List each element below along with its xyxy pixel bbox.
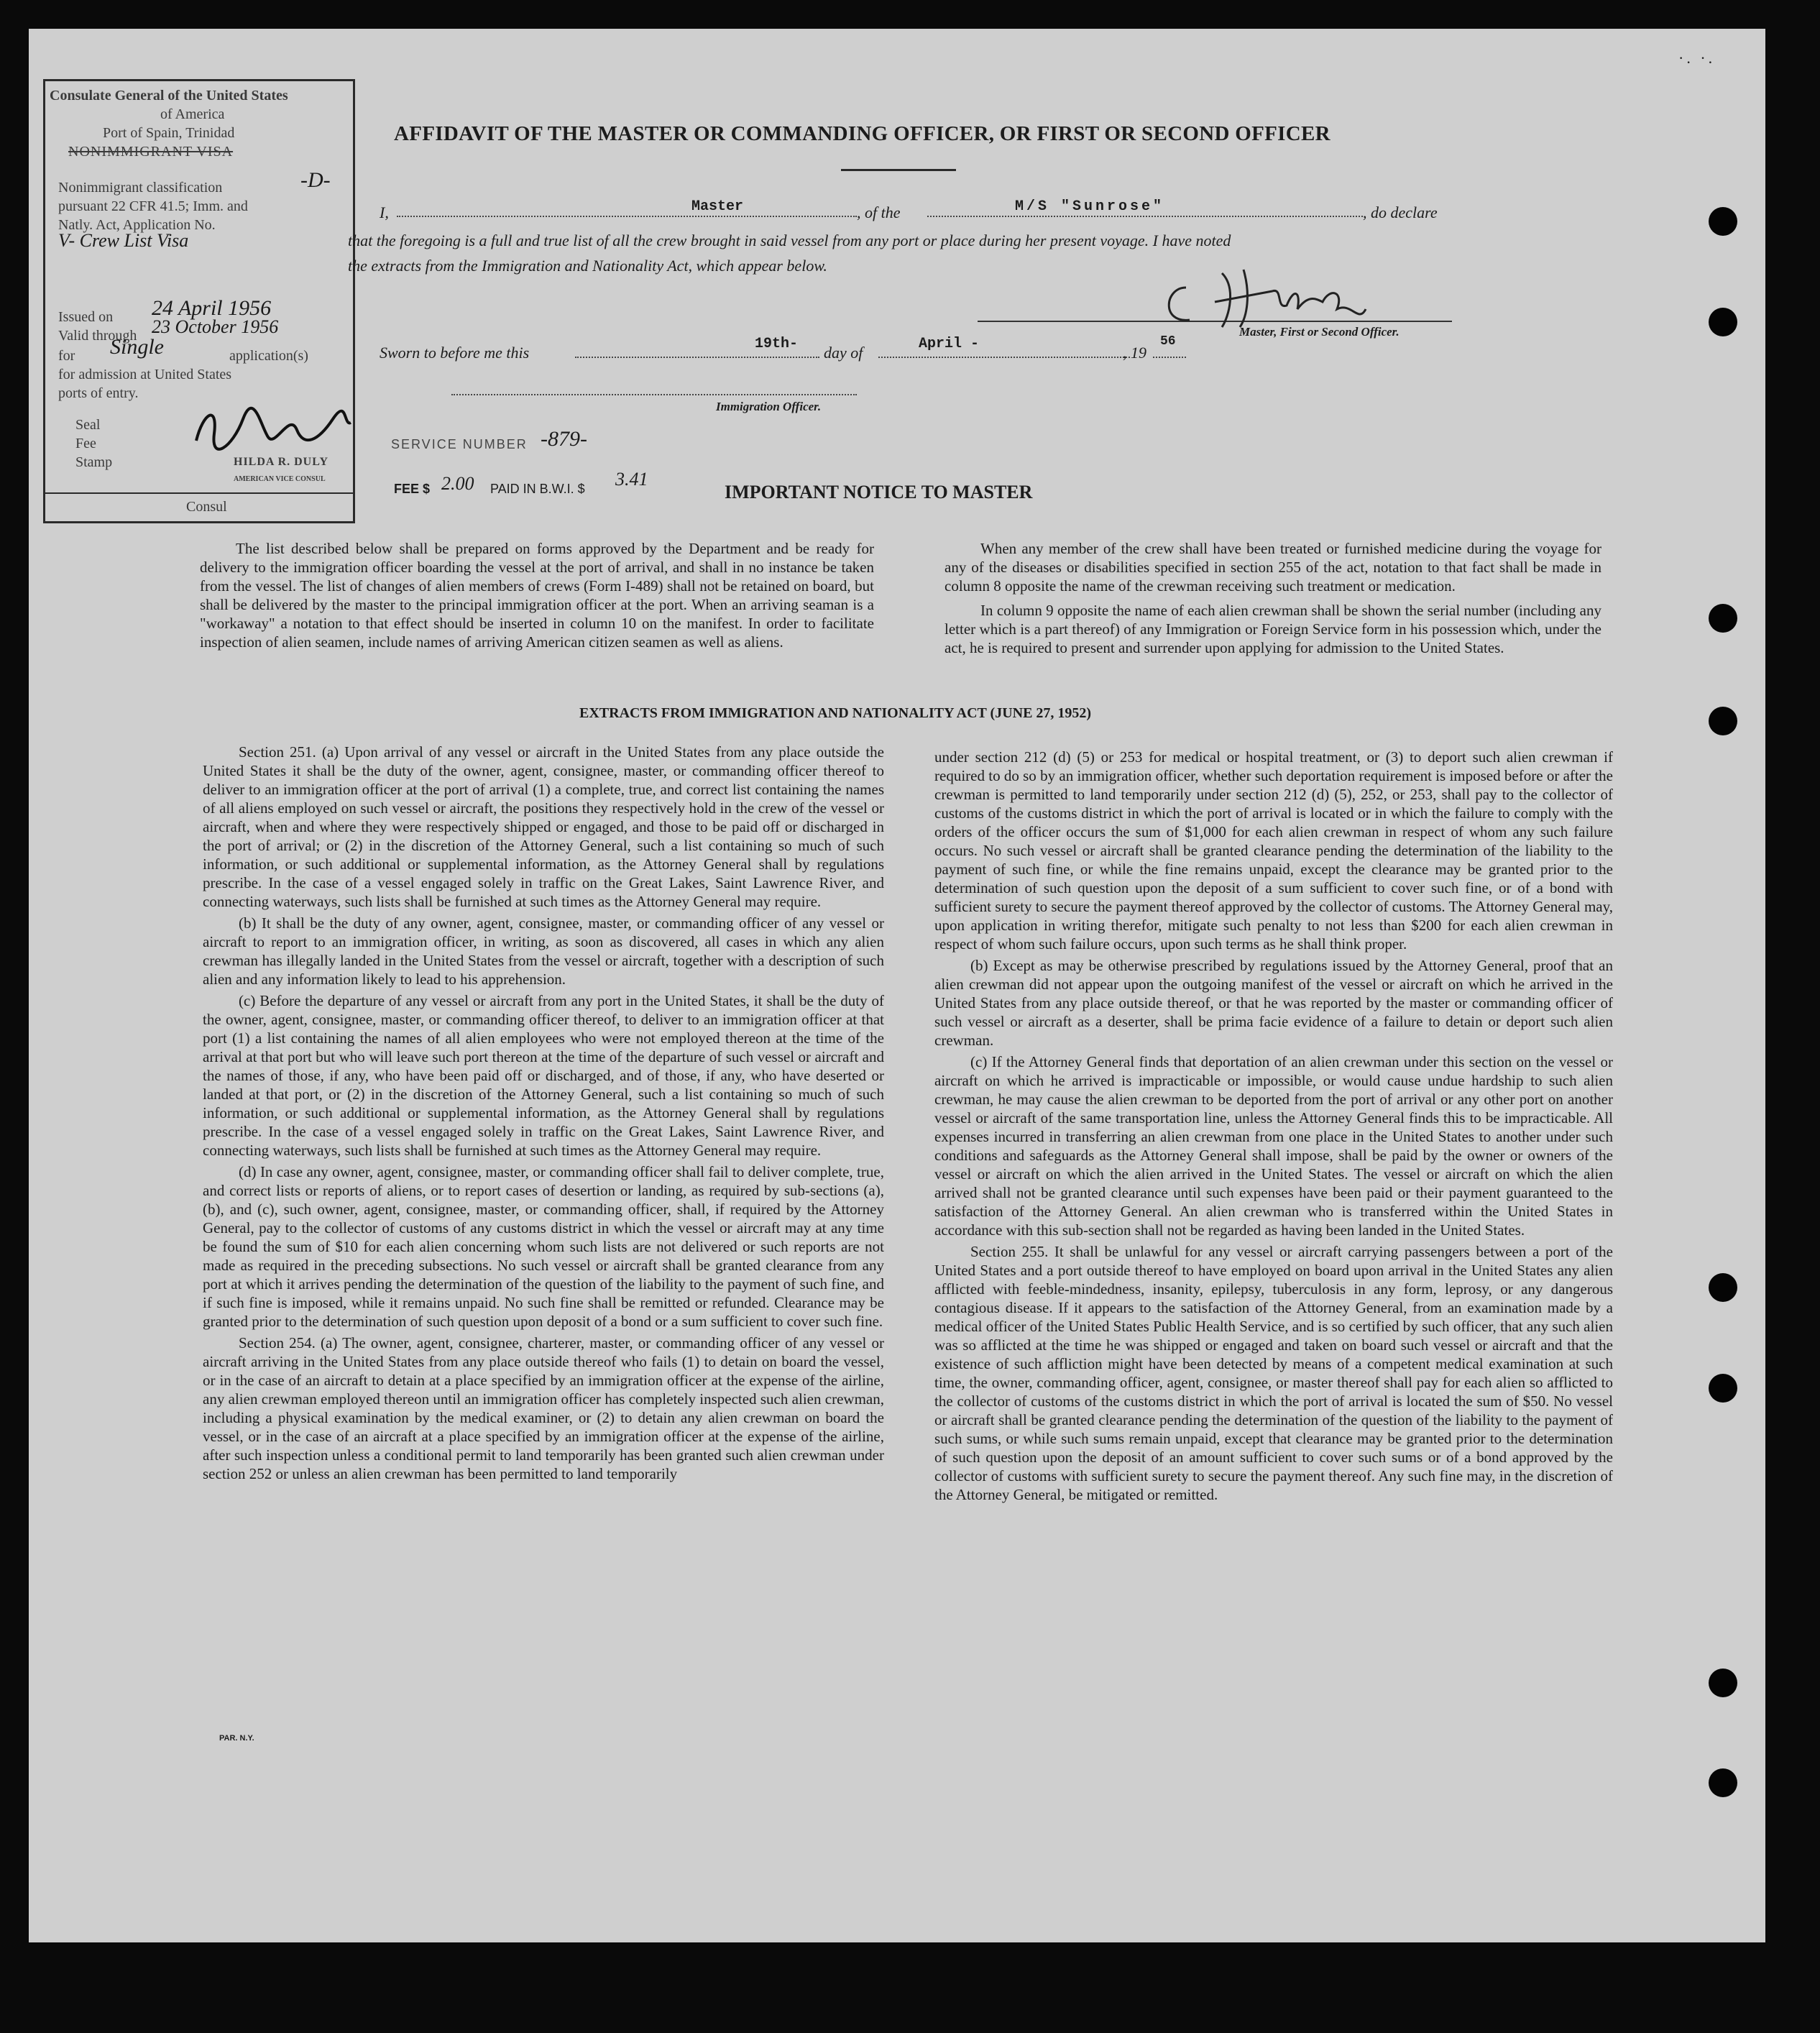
- consular-visa-stamp: [43, 79, 355, 523]
- stamp-for-value: Single: [110, 335, 164, 359]
- sworn-text: Sworn to before me this: [380, 344, 530, 362]
- binder-hole: [1709, 707, 1737, 735]
- fee-value: 2.00: [441, 473, 474, 494]
- stamp-application-text: application(s): [229, 348, 308, 364]
- of-the-label: , of the: [857, 203, 901, 221]
- extracts-title: EXTRACTS FROM IMMIGRATION AND NATIONALITY ACT (JUNE 27, 1952): [579, 705, 1092, 721]
- stamp-classification-label: Nonimmigrant classification: [58, 180, 223, 196]
- stamp-seal: Seal: [75, 417, 101, 433]
- consul-signature-icon: [189, 398, 354, 455]
- notice-right-paragraph-2: In column 9 opposite the name of each alien crewman shall be shown the serial number (including any letter which is a part thereof) of any Immigration or Foreign Service form in his possession which, under the act, he is required to present and surrender upon applying for admission to the United States.: [945, 602, 1601, 656]
- stamp-consul-name: HILDA R. DULY: [234, 456, 328, 468]
- stamp-issued-label: Issued on: [58, 309, 114, 325]
- stamp-divider: [45, 492, 353, 494]
- immigration-officer-line: [451, 394, 857, 395]
- section-254b: (b) Except as may be otherwise prescribed by regulations issued by the Attorney General, proof that an alien crewman did not appear upon the outgoing manifest of the vessel or aircraft on which he arrived in the United States from any place outside thereof, or that he was reported by the master or commanding officer of such vessel or aircraft as a deserter, shall be prima facie evidence of a failure to detain or deport such alien crewman.: [934, 957, 1613, 1049]
- day-line: [575, 357, 819, 358]
- stamp-consul: Consul: [186, 499, 227, 515]
- stamp-of-america: of America: [160, 106, 225, 122]
- binder-hole: [1709, 1374, 1737, 1403]
- section-251c: (c) Before the departure of any vessel or aircraft from any port in the United States, it shall be the duty of the owner, agent, consignee, master, or commanding officer thereof, to deliver to an immigration officer at that port (1) a list containing the names of all alien employees who were not employed thereon at the time of the arrival at that port but who will leave such port thereon at the time of the departure of such vessel or aircraft and the names of those, if any, who have been paid off or discharged, and of those, if any, who have deserted or landed at that port, or (2) in the discretion of the Attorney General, such a list containing so much of such information, or such additional or supplemental information, as the Attorney General shall by regulations prescribe. In the case of a vessel engaged solely in traffic on the Great Lakes, Saint Lawrence River, and connecting waterways, such lists shall be furnished at such times as the Attorney General may require.: [203, 992, 884, 1159]
- fee-label: FEE $: [394, 482, 431, 496]
- do-declare-label: , do declare: [1363, 203, 1438, 221]
- paid-in-label: PAID IN B.W.I. $: [490, 482, 585, 496]
- service-number-value: -879-: [541, 427, 587, 451]
- declaration-line-1: that the foregoing is a full and true list of all the crew brought in said vessel from any port or place during her present voyage. I have noted: [348, 231, 1231, 249]
- stamp-valid-value: 23 October 1956: [152, 316, 279, 337]
- section-251d: (d) In case any owner, agent, consignee, master, or commanding officer shall fail to deliver complete, true, and correct lists or reports of aliens, or to report cases of desertion or landing, as required by sub-sections (a), (b), and (c), such owner, agent, consignee, master, or commanding officer, shall, if required by the Attorney General, pay to the collector of customs of any customs district in which the vessel or aircraft may at any time be found the sum of $10 for each alien concerning whom such lists are not delivered or such reports are not made as required in the preceding subsections. No such vessel or aircraft shall be granted clearance from any port at which it arrives pending the determination of the question of the liability to the payment of such fine, and if such fine is imposed, while it remains unpaid. No such fine shall be remitted or refunded. Clearance may be granted prior to the determination of such question upon deposit of a bond or a sum sufficient to cover such fine.: [203, 1163, 884, 1330]
- stamp-visa-type: NONIMMIGRANT VISA: [68, 144, 234, 160]
- year-line: [1153, 357, 1186, 358]
- service-number-label: SERVICE NUMBER: [391, 437, 528, 451]
- vessel-value: M/S "Sunrose": [1015, 198, 1165, 215]
- stamp-stamp-label: Stamp: [75, 454, 113, 470]
- stamp-issued-value: 24 April 1956: [152, 296, 272, 320]
- year-value: 56: [1160, 334, 1176, 349]
- section-254a: Section 254. (a) The owner, agent, consignee, charterer, master, or commanding officer of any vessel or aircraft arriving in the United States from any place outside thereof who fails (1) to detain on board the vessel, or in the case of an aircraft to detain at a place specified by an immigration officer at the expense of the airline, any alien crewman employed thereon until an immigration officer has completely inspected such alien crewman, including a physical examination by the medical examiner, or (2) to detain any alien crewman on board the vessel, or in the case of an aircraft at a place specified by an immigration officer at the expense of the airline, after such inspection unless a conditional permit to land temporarily has been granted such alien crewman under section 252 or unless an alien crewman has been permitted to land temporarily: [203, 1334, 884, 1482]
- section-255: Section 255. It shall be unlawful for any vessel or aircraft carrying passengers between a port of the United States and a port outside thereof to have employed on board upon arrival in the United States any alien afflicted with feeble-mindedness, insanity, epilepsy, tuberculosis in any form, leprosy, or any dangerous contagious disease. If it appears to the satisfaction of the Attorney General, from an examination made by a medical officer of the United States Public Health Service, and is so certified by such officer, that any such alien was so afflicted at the time he was shipped or engaged and taken on board such vessel or aircraft and that the existence of such affliction might have been detected by means of a competent medical examination at such time, the owner, commanding officer, agent, consignee, or master thereof shall pay for each alien so afflicted to the collector of customs of the customs district in which the port of arrival is located the sum of $50. No vessel or aircraft shall be granted clearance pending the determination of the question of the liability to the payment of such sums, or while such sums remain unpaid, except that clearance may be granted prior to the determination of such question upon the deposit of an amount sufficient to cover such sums or of a bond approved by the collector of customs with sufficient surety to secure the payment thereof. Any such fine may, in the discretion of the Attorney General, be mitigated or remitted.: [934, 1243, 1613, 1503]
- officer-rank-line: [397, 216, 857, 217]
- stamp-crew-list: V- Crew List Visa: [58, 230, 189, 251]
- i-label: I,: [380, 203, 389, 221]
- binder-hole: [1709, 207, 1737, 236]
- section-254a-continued: under section 212 (d) (5) or 253 for medical or hospital treatment, or (3) to deport such alien crewman if required to do so by an immigration officer, whether such deportation requirement is imposed before or after the crewman is permitted to land temporarily under section 212 (d) (5), 252, or 253, shall pay to the collector of customs of the customs district in which the port of arrival is located or in which the failure to comply with the orders of the officer occurs the sum of $1,000 for each alien crewman in respect of whom any such failure occurs. No such vessel or aircraft shall be granted clearance pending the determination of the liability to the payment of such fine, or while the fine remains unpaid, except the clearance may be granted prior to the determination of such question upon the deposit of a sum sufficient to cover such fine, or of a bond with sufficient surety to secure the payment thereof approved by the collector of customs. The Attorney General may, upon application in writing therefor, mitigate such penalty to not less than $200 for each alien crewman in respect of whom such failure occurs, upon such terms as he shall think proper.: [934, 748, 1613, 953]
- binder-hole: [1709, 604, 1737, 633]
- corner-marks: ·. ·.: [1678, 49, 1716, 67]
- declaration-line-2: the extracts from the Immigration and Nationality Act, which appear below.: [348, 257, 827, 275]
- month-line: [878, 357, 1130, 358]
- master-caption: Master, First or Second Officer.: [1239, 325, 1400, 339]
- year-prefix: , 19: [1123, 344, 1146, 362]
- day-of-label: day of: [824, 344, 863, 362]
- notice-left-paragraph: The list described below shall be prepared on forms approved by the Department and be ready for delivery to the immigration officer boarding the vessel at the port of arrival, and shall in no instance be taken from the vessel. The list of changes of alien members of crews (Form I-489) shall not be retained on board, but shall be delivered by the master to the principal immigration officer at the port. When an arriving seaman is a "workaway" a notation to that effect should be inserted in column 10 on the manifest. In order to facilitate inspection of alien seamen, include names of arriving American citizen seamen as well as aliens.: [200, 540, 874, 651]
- extracts-right: [934, 748, 1613, 1507]
- bwi-value: 3.41: [615, 469, 648, 490]
- stamp-consul-title: AMERICAN VICE CONSUL: [234, 475, 326, 483]
- notice-left: [200, 539, 874, 654]
- day-value: 19th-: [755, 336, 799, 352]
- binder-hole: [1709, 308, 1737, 336]
- notice-right-paragraph-1: When any member of the crew shall have been treated or furnished medicine during the voyage for any of the diseases or disabilities specified in section 255 of the act, notation to that fact shall be made in column 8 opposite the name of the crewman receiving such treatment or medication.: [945, 540, 1601, 595]
- binder-hole: [1709, 1669, 1737, 1697]
- immigration-officer-caption: Immigration Officer.: [716, 400, 822, 413]
- page-title: AFFIDAVIT OF THE MASTER OR COMMANDING OFFICER, OR FIRST OR SECOND OFFICER: [394, 122, 1330, 145]
- stamp-natly: Natly. Act, Application No.: [58, 217, 216, 233]
- stamp-pursuant: pursuant 22 CFR 41.5; Imm. and: [58, 198, 248, 214]
- stamp-for-label: for: [58, 348, 75, 364]
- binder-hole: [1709, 1768, 1737, 1797]
- vessel-line: [927, 216, 1363, 217]
- binder-hole: [1709, 1273, 1737, 1302]
- section-254c: (c) If the Attorney General finds that deportation of an alien crewman under this section on the vessel or aircraft on which he arrived is impracticable or impossible, or would cause undue hardship to such alien crewman, he may cause the alien crewman to be deported from the port of arrival or any other port on another vessel or aircraft of the same transportation line, unless the Attorney General finds this to be impracticable. All expenses incurred in transferring an alien crewman from one place in the United States to another under such conditions and safeguards as the Attorney General shall impose, shall be paid by the owner or owners of the vessel or aircraft on which the alien arrived in the United States. The vessel or aircraft on which the alien arrived shall not be granted clearance until such expenses have been paid or their payment guaranteed to the satisfaction of the Attorney General. An alien crewman who is transferred within the United States in accordance with this sub-section shall not be regarded as having been landed in the United States.: [934, 1053, 1613, 1239]
- master-value: Master: [691, 198, 744, 215]
- month-value: April -: [919, 336, 980, 352]
- section-251a: Section 251. (a) Upon arrival of any vessel or aircraft in the United States from any place outside the United States it shall be the duty of the owner, agent, consignee, master, or commanding officer thereof to deliver to an immigration officer at the port of arrival (1) a complete, true, and correct list containing the names of all aliens employed on such vessel or aircraft, the positions they respectively hold in the crew of the vessel or aircraft, when and where they were respectively shipped or engaged, and those to be paid off or discharged in the port of arrival; or (2) in the discretion of the Attorney General, such a list containing so much of such information, or such additional or supplemental information, as the Attorney General shall by regulations prescribe. In the case of a vessel engaged solely in traffic on the Great Lakes, Saint Lawrence River, and connecting waterways, such lists shall be furnished at such times as the Attorney General may require.: [203, 743, 884, 910]
- printer-mark: PAR. N.Y.: [219, 1734, 254, 1743]
- stamp-classification-value: -D-: [300, 168, 331, 192]
- stamp-port: Port of Spain, Trinidad: [103, 125, 235, 141]
- stamp-valid-label: Valid through: [58, 328, 137, 344]
- extracts-left: [203, 743, 884, 1486]
- stamp-admission: for admission at United States: [58, 367, 232, 382]
- notice-right: [945, 539, 1601, 660]
- section-251b: (b) It shall be the duty of any owner, agent, consignee, master, or commanding officer of any vessel or aircraft to report to an immigration officer, in writing, as soon as discovered, all cases in which any alien crewman has illegally landed in the United States from the vessel or aircraft, together with a description of such alien and any information likely to lead to his apprehension.: [203, 914, 884, 988]
- notice-title: IMPORTANT NOTICE TO MASTER: [725, 482, 1033, 502]
- stamp-consulate: Consulate General of the United States: [50, 88, 288, 104]
- stamp-ports: ports of entry.: [58, 385, 139, 401]
- stamp-fee: Fee: [75, 436, 96, 451]
- title-rule: [841, 169, 956, 171]
